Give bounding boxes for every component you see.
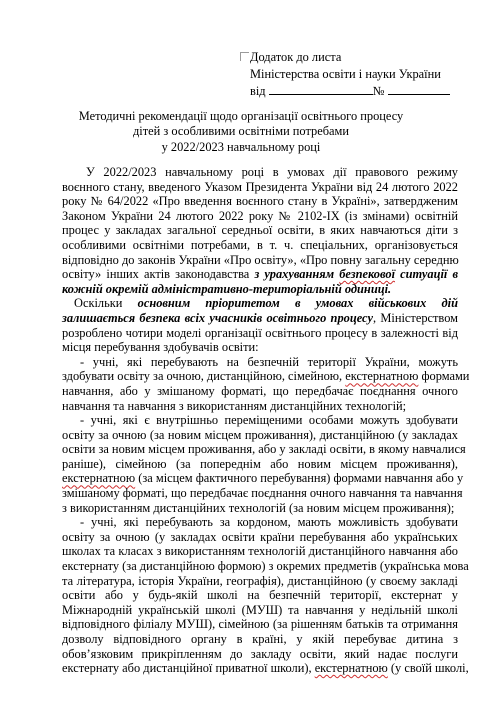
text-line: місця перебування здобувачів освіти: xyxy=(62,340,259,355)
text-run: освіту» інших актів законодавства xyxy=(62,267,255,282)
text-line: раніше), сімейною (за попереднім або новим місцем проживання), xyxy=(62,456,458,471)
emphasis-run: ситуації в xyxy=(395,267,459,282)
text-line: особливими освітніми потребами, в т. ч. спеціальних, організовується xyxy=(62,237,458,252)
text-run: екстернату або дистанційної приватної школи), xyxy=(62,661,315,676)
text-line: школах та класах з використанням технологій дистанційного навчання або xyxy=(62,544,458,559)
text-line: освіти або у будь-якій школі на безпечній території, екстернат у xyxy=(62,588,458,603)
text-line: - учні, які перебувають на безпечній території України, можуть xyxy=(80,354,458,369)
emphasis-run: кожній окремій адміністративно-територіальній одиниці. xyxy=(62,281,392,296)
text-line: У 2022/2023 навчальному році в умовах дії правового режиму xyxy=(86,165,458,179)
text-line: розроблено чотири моделі організації освітнього процесу в залежності від xyxy=(62,325,458,340)
emphasis-run: залишається безпека всіх учасників освітнього процесу xyxy=(62,310,373,325)
text-run: (за місцем фактичного перебування) формами навчання або у xyxy=(135,471,464,486)
text-line: дозволу відповідного органу в країні, у якій перебуває дитина з xyxy=(62,632,458,646)
spellcheck-flagged-word: екстернатною xyxy=(314,661,388,676)
text-line: освіти за новим місцем проживання, або у закладі освіти, в якому навчалися xyxy=(62,442,466,457)
title-line-2: дітей з особливими освітніми потребами xyxy=(133,124,349,139)
text-line: відповідно до законів України «Про освіту», «Про повну загальну середню xyxy=(62,252,459,267)
addendum-block xyxy=(250,49,450,100)
document-body xyxy=(62,165,470,676)
text-run: формами xyxy=(418,369,470,384)
text-line: обов’язковим прикріпленням до закладу освіти, який надає послуги xyxy=(62,646,458,661)
text-line: з використанням дистанційних технологій (за новим місцем проживання); xyxy=(62,500,455,515)
text-line: освіту за очною (у закладах освіти країни перебування або українських xyxy=(62,529,458,544)
text-line xyxy=(62,296,458,311)
text-line: процес у закладах загальної середньої освіти, в яких навчаються діти з xyxy=(62,223,458,238)
addendum-line-3 xyxy=(250,83,450,100)
addendum-number-sign: № xyxy=(372,84,385,98)
text-line: екстернату (за дистанційною формою) з окремих предметів (українська мова xyxy=(62,559,469,574)
text-line xyxy=(62,311,458,326)
spellcheck-flagged-word: екстернатною xyxy=(345,369,419,384)
text-line: - учні, які перебувають за кордоном, мають можливість здобувати xyxy=(80,515,458,530)
text-line: навчання та навчання з використанням дистанційних технологій; xyxy=(62,398,407,413)
text-line: воєнного стану, введеного Указом Президента України від 24 лютого 2022 xyxy=(62,179,458,194)
addendum-line-2: Міністерства освіти і науки України xyxy=(250,67,441,81)
emphasis-run: з урахуванням xyxy=(254,267,340,282)
text-line xyxy=(62,282,458,297)
addendum-line-1: Додаток до листа xyxy=(250,50,342,64)
text-frame-corner-mark xyxy=(240,52,249,61)
text-run: , Міністерством xyxy=(372,310,458,325)
text-run: (у своїй школі, xyxy=(387,661,469,676)
text-line xyxy=(62,471,464,486)
text-run: Оскільки xyxy=(74,296,138,311)
spellcheck-flagged-word: безпекової xyxy=(339,267,396,282)
emphasis-run: основним пріоритетом в умовах військових дій xyxy=(137,296,458,311)
text-line: відповідного філіалу МУШ), сімейною (за рішенням батьків та отримання xyxy=(62,617,458,632)
text-line: та література, історія України, географія), дистанційною (у своєму закладі xyxy=(62,573,458,588)
document-title xyxy=(0,109,482,155)
text-line: року № 64/2022 «Про введення воєнного стану в Україні», затвердженим xyxy=(62,194,458,209)
addendum-date-prefix: від xyxy=(250,84,266,98)
text-line xyxy=(62,369,470,384)
spellcheck-flagged-word: екстернатною xyxy=(62,471,136,486)
text-line: освіту за очною (за новим місцем проживання), дистанційною (у закладах xyxy=(62,427,458,442)
text-line xyxy=(62,267,458,282)
text-line: змішаному форматі, що передбачає поєднання очного навчання та навчання xyxy=(62,486,463,501)
number-blank-line xyxy=(388,83,450,95)
date-blank-line xyxy=(269,83,373,95)
title-line-3: у 2022/2023 навчальному році xyxy=(161,139,321,154)
text-line xyxy=(62,661,469,676)
title-line-1: Методичні рекомендації щодо організації освітнього процесу xyxy=(78,109,404,123)
text-line: навчання, або у змішаному форматі, що передбачає поєднання очного xyxy=(62,383,458,398)
text-line: Законом України 24 лютого 2022 року № 2102-IX (із змінами) освітній xyxy=(62,208,458,223)
text-run: здобувати освіту за очною, дистанційною, сімейною, xyxy=(62,369,346,384)
text-line: Міжнародній українській школі (МУШ) та навчання у недільній школі xyxy=(62,602,458,617)
text-line: - учні, які є внутрішньо переміщеними особами можуть здобувати xyxy=(80,413,458,428)
